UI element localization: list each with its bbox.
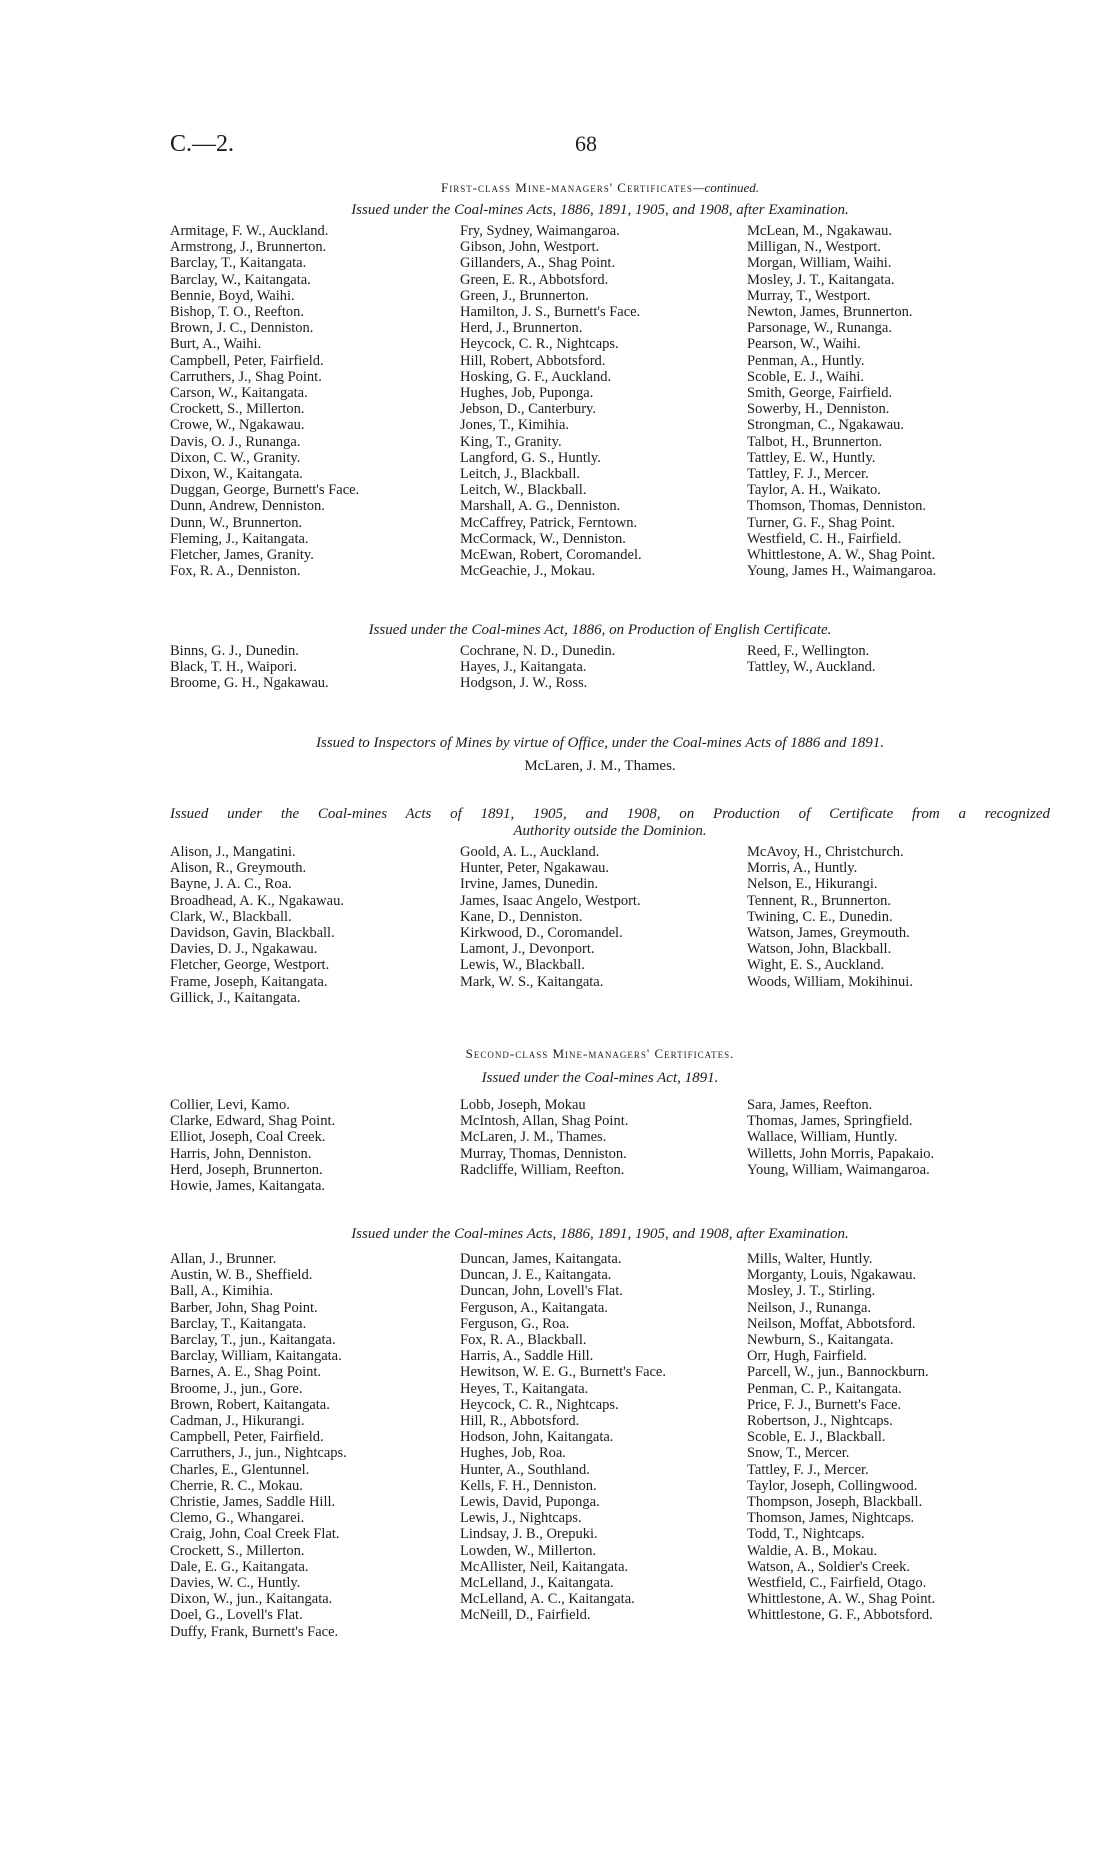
second-class-exam-subtitle: Issued under the Coal-mines Acts, 1886, 1891, 1905, and 1908, after Examination. [351,1226,849,1242]
certificate-entry: McIntosh, Allan, Shag Point. [460,1113,629,1130]
certificate-entry: Davidson, Gavin, Blackball. [170,925,335,942]
certificate-entry: Newton, James, Brunnerton. [747,304,913,321]
column-2 [460,1251,747,1640]
certificate-entry: Dale, E. G., Kaitangata. [170,1558,309,1575]
certificate-entry: Cherrie, R. C., Mokau. [170,1477,303,1494]
certificate-entry: Lewis, David, Puponga. [460,1494,600,1511]
certificate-entry: Turner, G. F., Shag Point. [747,514,895,531]
certificate-entry: Cochrane, N. D., Dunedin. [460,643,616,659]
certificate-entry: Craig, John, Coal Creek Flat. [170,1526,340,1543]
certificate-entry: Dixon, W., Kaitangata. [170,466,303,483]
certificate-entry: Sowerby, H., Denniston. [747,401,890,418]
certificate-entry: Murray, Thomas, Denniston. [460,1145,627,1162]
certificate-entry: Wallace, William, Huntly. [747,1129,898,1146]
column-3 [747,1097,1030,1194]
certificate-entry: Reed, F., Wellington. [747,643,870,659]
certificate-entry: Frame, Joseph, Kaitangata. [170,973,328,990]
first-class-heading [170,180,1030,196]
certificate-entry: Bennie, Boyd, Waihi. [170,287,295,304]
certificate-entry: Hill, R., Abbotsford. [460,1413,580,1430]
certificate-entry: Hewitson, W. E. G., Burnett's Face. [460,1364,666,1381]
certificate-entry: Duncan, J. E., Kaitangata. [460,1267,612,1284]
certificate-entry: Binns, G. J., Dunedin. [170,643,299,659]
certificate-entry: Herd, J., Brunnerton. [460,320,583,337]
column-1 [170,223,460,579]
certificate-entry: Dixon, W., jun., Kaitangata. [170,1591,333,1608]
certificate-entry: Hodgson, J. W., Ross. [460,675,588,692]
certificate-entry: Barnes, A. E., Shag Point. [170,1364,322,1381]
certificate-entry: Ferguson, G., Roa. [460,1315,570,1332]
certificate-entry: Hosking, G. F., Auckland. [460,368,612,385]
certificate-entry: Milligan, N., Westport. [747,239,881,256]
second-class-heading: Second-class Mine-managers' Certificates. [465,1046,735,1061]
column-3 [747,844,1030,1006]
certificate-entry: Nelson, E., Hikurangi. [747,876,878,893]
certificate-entry: Thomson, Thomas, Denniston. [747,498,926,515]
certificate-entry: Mosley, J. T., Kaitangata. [747,271,895,288]
certificate-entry: Newburn, S., Kaitangata. [747,1332,894,1349]
certificate-entry: Campbell, Peter, Fairfield. [170,352,324,369]
certificate-entry: Crowe, W., Ngakawau. [170,417,305,434]
certificate-entry: Parsonage, W., Runanga. [747,320,892,337]
certificate-entry: Penman, A., Huntly. [747,352,865,369]
certificate-entry: Taylor, A. H., Waikato. [747,482,881,499]
certificate-entry: Alison, R., Greymouth. [170,860,307,877]
certificate-entry: Lobb, Joseph, Mokau [460,1097,586,1113]
certificate-entry: Penman, C. P., Kaitangata. [747,1380,902,1397]
certificate-entry: Taylor, Joseph, Collingwood. [747,1477,918,1494]
certificate-entry: Davies, W. C., Huntly. [170,1575,301,1592]
second-class-1891-section [170,1046,1030,1194]
first-class-exam-section [170,180,1030,579]
certificate-entry: Irvine, James, Dunedin. [460,876,599,893]
certificate-entry: Duncan, John, Lovell's Flat. [460,1283,623,1300]
certificate-entry: Kane, D., Denniston. [460,908,583,925]
certificate-entry: Fletcher, George, Westport. [170,957,330,974]
certificate-entry: Crockett, S., Millerton. [170,401,305,418]
certificate-entry: Twining, C. E., Dunedin. [747,908,893,925]
certificate-entry: McLaren, J. M., Thames. [460,1129,607,1146]
certificate-entry: Marshall, A. G., Denniston. [460,498,621,515]
certificate-entry: Barclay, T., jun., Kaitangata. [170,1332,336,1349]
column-1 [170,643,460,692]
certificate-entry: Orr, Hugh, Fairfield. [747,1348,867,1365]
certificate-entry: Tattley, E. W., Huntly. [747,449,876,466]
certificate-entry: Elliot, Joseph, Coal Creek. [170,1129,326,1146]
certificate-entry: Kells, F. H., Denniston. [460,1477,597,1494]
page-number: 68 [575,131,597,156]
certificate-entry: Radcliffe, William, Reefton. [460,1161,625,1178]
certificate-entry: Duncan, James, Kaitangata. [460,1251,622,1267]
column-1 [170,1251,460,1640]
certificate-entry: Carson, W., Kaitangata. [170,385,308,402]
first-class-title: First-class Mine-managers' Certificates [440,180,693,195]
certificate-entry: Broadhead, A. K., Ngakawau. [170,892,344,909]
certificate-entry: Duggan, George, Burnett's Face. [170,482,360,499]
certificate-entry: Barclay, W., Kaitangata. [170,271,311,288]
certificate-entry: McNeill, D., Fairfield. [460,1607,591,1624]
certificate-entry: Gillick, J., Kaitangata. [170,989,301,1006]
certificate-entry: McLean, M., Ngakawau. [747,223,892,239]
first-class-title-suffix: —continued. [692,180,759,195]
column-3 [747,1251,1030,1640]
certificate-entry: Brown, Robert, Kaitangata. [170,1396,330,1413]
certificate-entry: Armstrong, J., Brunnerton. [170,239,327,256]
certificate-entry: Davis, O. J., Runanga. [170,433,301,450]
certificate-entry: Jebson, D., Canterbury. [460,401,596,418]
certificate-entry: Dunn, Andrew, Denniston. [170,498,325,515]
certificate-entry: Robertson, J., Nightcaps. [747,1413,893,1430]
certificate-entry: Gibson, John, Westport. [460,239,600,256]
certificate-entry: Sara, James, Reefton. [747,1097,873,1113]
certificate-entry: Hunter, Peter, Ngakawau. [460,860,610,877]
certificate-entry: Lamont, J., Devonport. [460,941,595,958]
certificate-entry: Parcell, W., jun., Bannockburn. [747,1364,929,1381]
certificate-entry: Waldie, A. B., Mokau. [747,1542,878,1559]
certificate-entry: McAvoy, H., Christchurch. [747,844,904,860]
certificate-entry: Tattley, F. J., Mercer. [747,466,869,483]
certificate-entry: Charles, E., Glentunnel. [170,1461,310,1478]
certificate-entry: Neilson, Moffat, Abbotsford. [747,1315,916,1332]
certificate-entry: Barclay, T., Kaitangata. [170,1315,307,1332]
certificate-entry: Woods, William, Mokihinui. [747,973,913,990]
certificate-entry: Strongman, C., Ngakawau. [747,417,905,434]
certificate-entry: Bayne, J. A. C., Roa. [170,876,292,893]
certificate-entry: Burt, A., Waihi. [170,336,262,353]
certificate-entry: Cadman, J., Hikurangi. [170,1413,305,1430]
column-1 [170,1097,460,1194]
certificate-entry: Dixon, C. W., Granity. [170,449,301,466]
certificate-entry: Barclay, T., Kaitangata. [170,255,307,272]
first-class-english-subtitle: Issued under the Coal-mines Act, 1886, on Production of English Certificate. [368,622,832,638]
certificate-entry: Fox, R. A., Denniston. [170,563,301,580]
certificate-entry: Wight, E. S., Auckland. [747,957,885,974]
certificate-entry: Bishop, T. O., Reefton. [170,304,304,321]
inspector-entry: McLaren, J. M., Thames. [524,758,676,774]
certificate-entry: Carruthers, J., Shag Point. [170,368,322,385]
certificate-entry: Watson, James, Greymouth. [747,925,910,942]
certificate-entry: Snow, T., Mercer. [747,1445,850,1462]
certificate-entry: Clarke, Edward, Shag Point. [170,1113,336,1130]
certificate-entry: Thomas, James, Springfield. [747,1113,913,1130]
certificate-entry: Broome, J., jun., Gore. [170,1380,303,1397]
certificate-entry: Fleming, J., Kaitangata. [170,530,309,547]
certificate-entry: Watson, John, Blackball. [747,941,892,958]
certificate-entry: Green, J., Brunnerton. [460,287,589,304]
second-class-exam-columns [170,1251,1030,1640]
certificate-entry: Neilson, J., Runanga. [747,1299,872,1316]
certificate-entry: Collier, Levi, Kamo. [170,1097,290,1113]
certificate-entry: Willetts, John Morris, Papakaio. [747,1145,935,1162]
column-2 [460,643,747,692]
certificate-entry: Westfield, C., Fairfield, Otago. [747,1575,927,1592]
certificate-entry: Harris, John, Denniston. [170,1145,312,1162]
first-class-exam-columns [170,223,1030,579]
certificate-entry: Broome, G. H., Ngakawau. [170,675,329,692]
certificate-entry: Lewis, W., Blackball. [460,957,585,974]
column-2 [460,1097,747,1194]
certificate-entry: Whittlestone, A. W., Shag Point. [747,547,936,564]
certificate-entry: Gillanders, A., Shag Point. [460,255,616,272]
certificate-entry: Christie, James, Saddle Hill. [170,1494,336,1511]
certificate-entry: Morris, A., Huntly. [747,860,858,877]
certificate-entry: Armitage, F. W., Auckland. [170,223,329,239]
certificate-entry: Hughes, Job, Roa. [460,1445,566,1462]
first-class-exam-subtitle: Issued under the Coal-mines Acts, 1886, 1891, 1905, and 1908, after Examination. [351,202,849,218]
certificate-entry: Heycock, C. R., Nightcaps. [460,1396,619,1413]
certificate-entry: Fox, R. A., Blackball. [460,1332,587,1349]
recognized-subtitle-line2: Authority outside the Dominion. [513,823,707,839]
certificate-entry: Hodson, John, Kaitangata. [460,1429,614,1446]
certificate-entry: Hill, Robert, Abbotsford. [460,352,606,369]
certificate-entry: Dunn, W., Brunnerton. [170,514,303,531]
certificate-entry: Alison, J., Mangatini. [170,844,296,860]
page-identifier: C.—2. [170,131,235,157]
certificate-entry: Heycock, C. R., Nightcaps. [460,336,619,353]
column-3 [747,223,1030,579]
certificate-entry: Fry, Sydney, Waimangaroa. [460,223,620,239]
certificate-entry: Heyes, T., Kaitangata. [460,1380,589,1397]
certificate-entry: Clark, W., Blackball. [170,908,292,925]
second-class-1891-columns [170,1097,1030,1194]
certificate-entry: Carruthers, J., jun., Nightcaps. [170,1445,347,1462]
certificate-entry: Thomson, James, Nightcaps. [747,1510,915,1527]
certificate-entry: Thompson, Joseph, Blackball. [747,1494,923,1511]
certificate-entry: McCaffrey, Patrick, Ferntown. [460,514,638,531]
certificate-entry: Tattley, W., Auckland. [747,659,876,676]
certificate-entry: McLelland, A. C., Kaitangata. [460,1591,635,1608]
certificate-entry: Hayes, J., Kaitangata. [460,659,587,676]
certificate-entry: Murray, T., Westport. [747,287,871,304]
certificate-entry: Westfield, C. H., Fairfield. [747,530,902,547]
certificate-entry: Scoble, E. J., Blackball. [747,1429,886,1446]
first-class-inspectors-subtitle: Issued to Inspectors of Mines by virtue of Office, under the Coal-mines Acts of 1886 and 1891. [316,735,884,751]
certificate-entry: Kirkwood, D., Coromandel. [460,925,623,942]
certificate-entry: Scoble, E. J., Waihi. [747,368,864,385]
certificate-entry: Watson, A., Soldier's Creek. [747,1558,910,1575]
certificate-entry: Barber, John, Shag Point. [170,1299,318,1316]
certificate-entry: Whittlestone, A. W., Shag Point. [747,1591,936,1608]
certificate-entry: Mark, W. S., Kaitangata. [460,973,604,990]
certificate-entry: Talbot, H., Brunnerton. [747,433,883,450]
certificate-entry: Duffy, Frank, Burnett's Face. [170,1623,339,1640]
certificate-entry: Tattley, F. J., Mercer. [747,1461,869,1478]
certificate-entry: Hamilton, J. S., Burnett's Face. [460,304,641,321]
certificate-entry: Price, F. J., Burnett's Face. [747,1396,902,1413]
certificate-entry: Langford, G. S., Huntly. [460,449,601,466]
certificate-entry: Black, T. H., Waipori. [170,659,297,676]
certificate-entry: McCormack, W., Denniston. [460,530,626,547]
certificate-entry: McEwan, Robert, Coromandel. [460,547,642,564]
certificate-entry: Mosley, J. T., Stirling. [747,1283,876,1300]
second-class-1891-subtitle: Issued under the Coal-mines Act, 1891. [481,1070,719,1086]
certificate-entry: Ball, A., Kimihia. [170,1283,274,1300]
certificate-entry: Lowden, W., Millerton. [460,1542,597,1559]
certificate-entry: Allan, J., Brunner. [170,1251,277,1267]
certificate-entry: Doel, G., Lovell's Flat. [170,1607,303,1624]
certificate-entry: Young, William, Waimangaroa. [747,1161,930,1178]
first-class-recognized-columns [170,844,1050,1006]
certificate-entry: Fletcher, James, Granity. [170,547,314,564]
certificate-entry: Clemo, G., Whangarei. [170,1510,305,1527]
first-class-inspectors-section [170,735,1030,775]
certificate-entry: Hunter, A., Southland. [460,1461,590,1478]
certificate-entry: Ferguson, A., Kaitangata. [460,1299,608,1316]
certificate-entry: Lewis, J., Nightcaps. [460,1510,582,1527]
certificate-entry: McGeachie, J., Mokau. [460,563,596,580]
certificate-entry: Smith, George, Fairfield. [747,385,893,402]
column-2 [460,223,747,579]
certificate-entry: King, T., Granity. [460,433,562,450]
certificate-entry: Morganty, Louis, Ngakawau. [747,1267,917,1284]
certificate-entry: Herd, Joseph, Brunnerton. [170,1161,323,1178]
certificate-entry: Lindsay, J. B., Orepuki. [460,1526,598,1543]
certificate-entry: Goold, A. L., Auckland. [460,844,600,860]
first-class-english-columns [170,643,1030,692]
certificate-entry: James, Isaac Angelo, Westport. [460,892,641,909]
first-class-recognized-section [170,806,1050,1006]
certificate-entry: McAllister, Neil, Kaitangata. [460,1558,629,1575]
certificate-entry: Leitch, W., Blackball. [460,482,587,499]
certificate-entry: Whittlestone, G. F., Abbotsford. [747,1607,933,1624]
certificate-entry: Campbell, Peter, Fairfield. [170,1429,324,1446]
certificate-entry: Howie, James, Kaitangata. [170,1178,326,1195]
certificate-entry: Jones, T., Kimihia. [460,417,570,434]
certificate-entry: Green, E. R., Abbotsford. [460,271,609,288]
certificate-entry: Davies, D. J., Ngakawau. [170,941,318,958]
certificate-entry: Hughes, Job, Puponga. [460,385,594,402]
first-class-english-section [170,622,1030,692]
second-class-exam-section [170,1226,1030,1640]
certificate-entry: Crockett, S., Millerton. [170,1542,305,1559]
certificate-entry: Brown, J. C., Denniston. [170,320,314,337]
certificate-entry: Tennent, R., Brunnerton. [747,892,891,909]
certificate-entry: Pearson, W., Waihi. [747,336,861,353]
column-2 [460,844,747,1006]
certificate-entry: Young, James H., Waimangaroa. [747,563,937,580]
column-1 [170,844,460,1006]
certificate-entry: Leitch, J., Blackball. [460,466,580,483]
column-3 [747,643,1030,692]
certificate-entry: Barclay, William, Kaitangata. [170,1348,342,1365]
certificate-entry: McLelland, J., Kaitangata. [460,1575,614,1592]
certificate-entry: Morgan, William, Waihi. [747,255,892,272]
certificate-entry: Austin, W. B., Sheffield. [170,1267,313,1284]
recognized-subtitle-line1: Issued under the Coal-mines Acts of 1891, 1905, and 1908, on Production of Certificate from a recognized [170,806,1050,822]
certificate-entry: Todd, T., Nightcaps. [747,1526,865,1543]
certificate-entry: Harris, A., Saddle Hill. [460,1348,594,1365]
certificate-entry: Mills, Walter, Huntly. [747,1251,873,1267]
